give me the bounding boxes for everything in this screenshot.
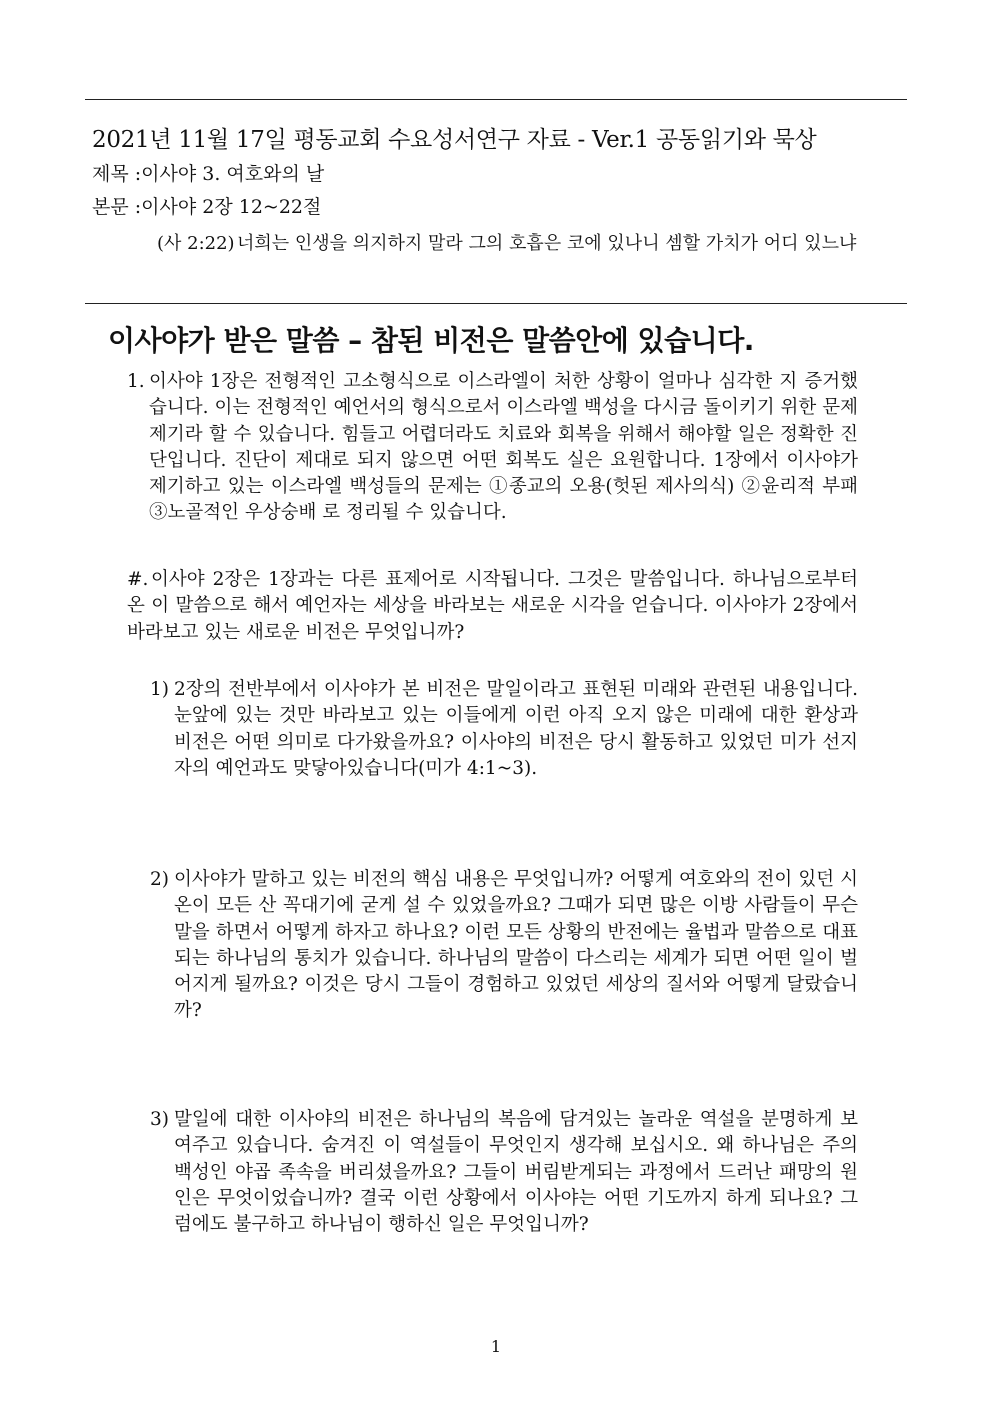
list-item	[127, 567, 858, 646]
subject-line	[92, 158, 882, 191]
section-title: 이사야가 받은 말씀 – 참된 비전은 말씀안에 있습니다.	[108, 324, 754, 357]
item-text: 이사야 1장은 전형적인 고소형식으로 이스라엘이 처한 상황이 얼마나 심각한 지 증거했습니다. 이는 전형적인 예언서의 형식으로서 이스라엘 백성을 다시금 돌이키기 위한 문제제기라 할 수 있습니다. 힘들고 어렵더라도 치료와 회복을 위해서 해야할 일은 정확한 진단입니다. 진단이 제대로 되지 않으면 어떤 회복도 실은 요원합니다. 1장에서 이사야가 제기하고 있는 이스라엘 백성들의 문제는 ①종교의 오용(헛된 제사의식) ②윤리적 부패 ③노골적인 우상숭배 로 정리될 수 있습니다.	[149, 371, 858, 524]
document-title: 2021년 11월 17일 평동교회 수요성서연구 자료 - Ver.1 공동읽기와 묵상	[92, 127, 817, 153]
item-number: 1.	[127, 371, 145, 392]
document-header	[92, 122, 882, 224]
item-number: #.	[127, 569, 149, 590]
subject-label: 제목 :	[92, 163, 142, 185]
item-text: 말일에 대한 이사야의 비전은 하나님의 복음에 담겨있는 놀라운 역설을 분명하게 보여주고 있습니다. 숨겨진 이 역설들이 무엇인지 생각해 보십시오. 왜 하나님은 주의 백성인 야곱 족속을 버리셨을까요? 그들이 버림받게되는 과정에서 드러난 패망의 원인은 무엇이었습니까? 결국 이런 상황에서 이사야는 어떤 기도까지 하게 되나요? 그럼에도 불구하고 하나님이 행하신 일은 무엇입니까?	[174, 1109, 858, 1236]
top-divider	[85, 99, 907, 100]
scripture-label: 본문 :	[92, 196, 142, 218]
list-item	[127, 369, 858, 527]
page-number: 1	[490, 1337, 502, 1356]
item-number: 1)	[150, 679, 169, 700]
subject-value: 이사야 3. 여호와의 날	[141, 163, 325, 185]
list-item	[150, 867, 858, 1025]
scripture-line	[92, 191, 882, 224]
scripture-value: 이사야 2장 12~22절	[141, 196, 322, 218]
verse-text: 너희는 인생을 의지하지 말라 그의 호흡은 코에 있나니 셈할 가치가 어디 있느냐	[237, 233, 857, 254]
key-verse	[157, 230, 859, 257]
item-number: 3)	[150, 1109, 169, 1130]
list-item	[150, 1107, 858, 1238]
list-item	[150, 677, 858, 782]
item-text: 이사야 2장은 1장과는 다른 표제어로 시작됩니다. 그것은 말씀입니다. 하나님으로부터 온 이 말씀으로 해서 예언자는 세상을 바라보는 새로운 시각을 얻습니다. 이사야가 2장에서 바라보고 있는 새로운 비전은 무엇입니까?	[127, 569, 858, 643]
verse-reference: (사 2:22)	[157, 233, 235, 254]
header-bottom-divider	[85, 303, 907, 304]
item-text: 2장의 전반부에서 이사야가 본 비전은 말일이라고 표현된 미래와 관련된 내용입니다. 눈앞에 있는 것만 바라보고 있는 이들에게 이런 아직 오지 않은 미래에 대한 환상과 비전은 어떤 의미로 다가왔을까요? 이사야의 비전은 당시 활동하고 있었던 미가 선지자의 예언과도 맞닿아있습니다(미가 4:1~3).	[174, 679, 858, 779]
item-number: 2)	[150, 869, 169, 890]
item-text: 이사야가 말하고 있는 비전의 핵심 내용은 무엇입니까? 어떻게 여호와의 전이 있던 시온이 모든 산 꼭대기에 굳게 설 수 있었을까요? 그때가 되면 많은 이방 사람들이 무슨 말을 하면서 어떻게 하자고 하나요? 이런 모든 상황의 반전에는 율법과 말씀으로 대표되는 하나님의 통치가 있습니다. 하나님의 말씀이 다스리는 세계가 되면 어떤 일이 벌어지게 될까요? 이것은 당시 그들이 경험하고 있었던 세상의 질서와 어떻게 달랐습니까?	[174, 869, 858, 1022]
